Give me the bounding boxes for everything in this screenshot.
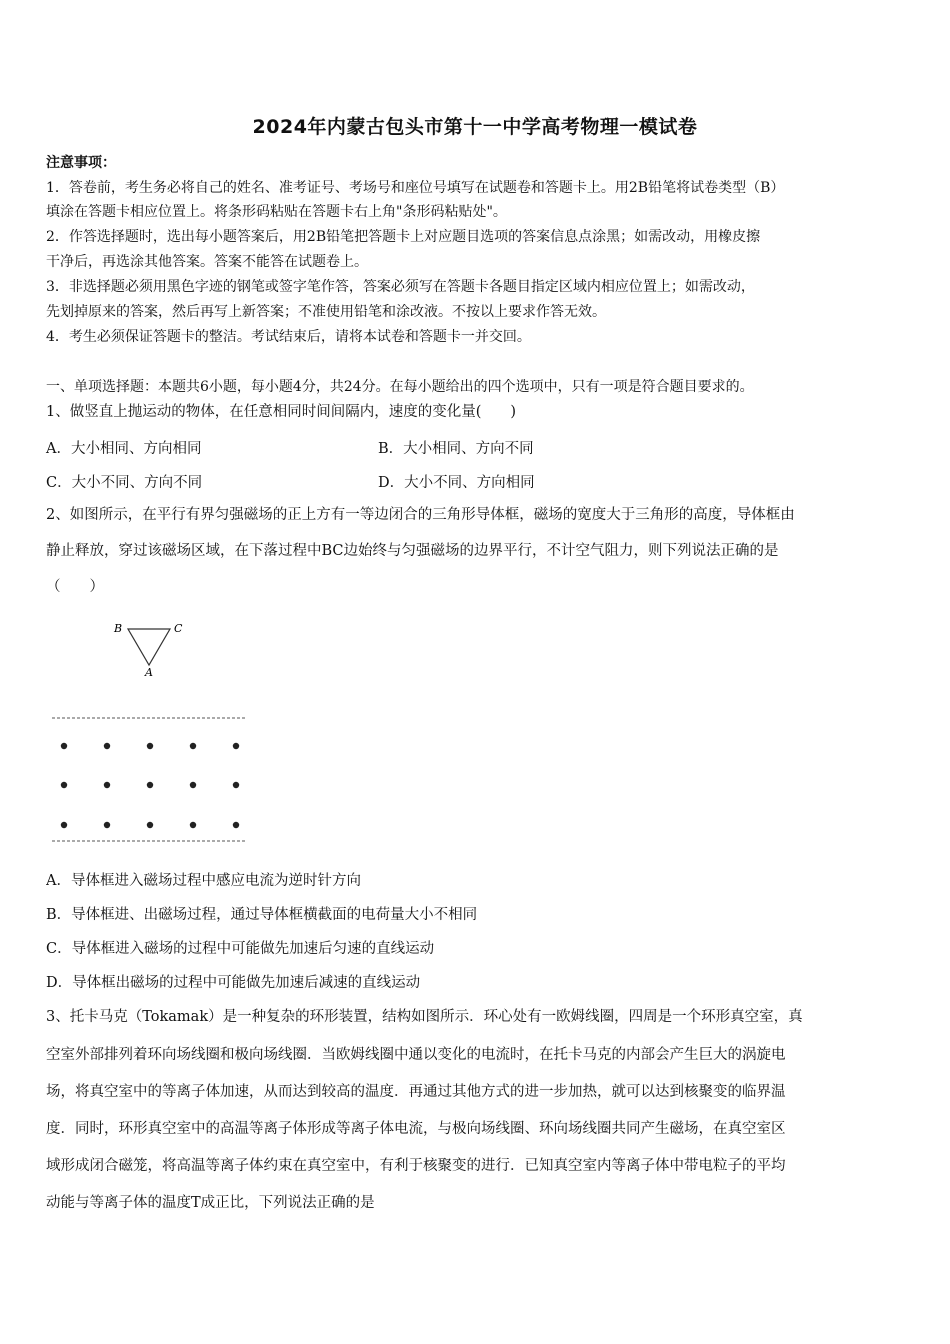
question-2-option-c: C．导体框进入磁场的过程中可能做先加速后匀速的直线运动 xyxy=(46,941,435,957)
field-dot xyxy=(233,782,239,788)
notice-line: 1．答卷前，考生务必将自己的姓名、准考证号、考场号和座位号填写在试题卷和答题卡上。用2B铅笔将试卷类型（B） xyxy=(46,180,785,196)
field-dot xyxy=(190,782,196,788)
field-dot xyxy=(61,743,67,749)
label-b: B xyxy=(114,622,123,635)
field-dot xyxy=(190,743,196,749)
field-dot xyxy=(147,782,153,788)
notice-line: 干净后，再选涂其他答案。答案不能答在试题卷上。 xyxy=(46,254,368,270)
question-2-option-b: B．导体框进、出磁场过程，通过导体框横截面的电荷量大小不相同 xyxy=(46,907,478,923)
question-1-option-d: D．大小不同、方向相同 xyxy=(378,475,535,491)
question-2-option-d: D．导体框出磁场的过程中可能做先加速后减速的直线运动 xyxy=(46,975,421,991)
field-dot xyxy=(61,822,67,828)
section-heading: 一、单项选择题：本题共6小题，每小题4分，共24分。在每小题给出的四个选项中，只有一项是符合题目要求的。 xyxy=(46,379,754,395)
label-a: A xyxy=(145,666,153,679)
field-dot xyxy=(233,822,239,828)
field-dot xyxy=(104,782,110,788)
page-title: 2024年内蒙古包头市第十一中学高考物理一模试卷 xyxy=(252,116,698,138)
question-2-option-a: A．导体框进入磁场过程中感应电流为逆时针方向 xyxy=(46,873,361,889)
question-2-stem-line: 2、如图所示，在平行有界匀强磁场的正上方有一等边闭合的三角形导体框，磁场的宽度大于三角形的高度，导体框由 xyxy=(46,507,795,523)
notice-line: 填涂在答题卡相应位置上。将条形码粘贴在答题卡右上角"条形码粘贴处"。 xyxy=(46,204,507,220)
question-3-stem-line: 场，将真空室中的等离子体加速，从而达到较高的温度．再通过其他方式的进一步加热，就可以达到核聚变的临界温 xyxy=(46,1084,786,1100)
label-c: C xyxy=(174,622,183,635)
triangle-frame xyxy=(128,629,170,665)
question-1-stem: 1、做竖直上抛运动的物体，在任意相同时间间隔内，速度的变化量( ) xyxy=(46,404,517,420)
notice-line: 4．考生必须保证答题卡的整洁。考试结束后，请将本试卷和答题卡一并交回。 xyxy=(46,329,531,345)
question-3-stem-line: 空室外部排列着环向场线圈和极向场线圈．当欧姆线圈中通以变化的电流时，在托卡马克的内部会产生巨大的涡旋电 xyxy=(46,1047,786,1063)
question-1-option-a: A．大小相同、方向相同 xyxy=(46,441,202,457)
field-dot xyxy=(233,743,239,749)
field-dot xyxy=(190,822,196,828)
question-2-stem-line: （ ） xyxy=(46,579,104,595)
question-3-stem-line: 度．同时，环形真空室中的高温等离子体形成等离子体电流，与极向场线圈、环向场线圈共同产生磁场，在真空室区 xyxy=(46,1121,786,1137)
field-dot xyxy=(147,822,153,828)
notice-line: 2．作答选择题时，选出每小题答案后，用2B铅笔把答题卡上对应题目选项的答案信息点涂黑；如需改动，用橡皮擦 xyxy=(46,229,761,245)
question-3-stem-line: 3、托卡马克（Tokamak）是一种复杂的环形装置，结构如图所示．环心处有一欧姆线圈，四周是一个环形真空室，真 xyxy=(46,1009,803,1025)
question-3-stem-line: 域形成闭合磁笼，将高温等离子体约束在真空室中，有利于核聚变的进行．已知真空室内等离子体中带电粒子的平均 xyxy=(46,1158,786,1174)
question-1-option-b: B．大小相同、方向不同 xyxy=(378,441,534,457)
question-1-option-c: C．大小不同、方向不同 xyxy=(46,475,203,491)
field-dot xyxy=(104,743,110,749)
field-dot xyxy=(104,822,110,828)
question-2-stem-line: 静止释放，穿过该磁场区域，在下落过程中BC边始终与匀强磁场的边界平行，不计空气阻力，则下列说法正确的是 xyxy=(46,543,779,559)
question-3-stem-line: 动能与等离子体的温度T成正比，下列说法正确的是 xyxy=(46,1195,375,1211)
notice-line: 先划掉原来的答案，然后再写上新答案；不准使用铅笔和涂改液。不按以上要求作答无效。 xyxy=(46,304,606,320)
triangle-figure xyxy=(108,615,198,680)
notice-line: 3．非选择题必须用黑色字迹的钢笔或签字笔作答，答案必须写在答题卡各题目指定区域内相应位置上；如需改动， xyxy=(46,279,755,295)
notice-heading: 注意事项： xyxy=(46,155,116,171)
field-dots xyxy=(61,743,239,828)
magnetic-field-figure xyxy=(50,710,255,850)
field-dot xyxy=(147,743,153,749)
field-dot xyxy=(61,782,67,788)
